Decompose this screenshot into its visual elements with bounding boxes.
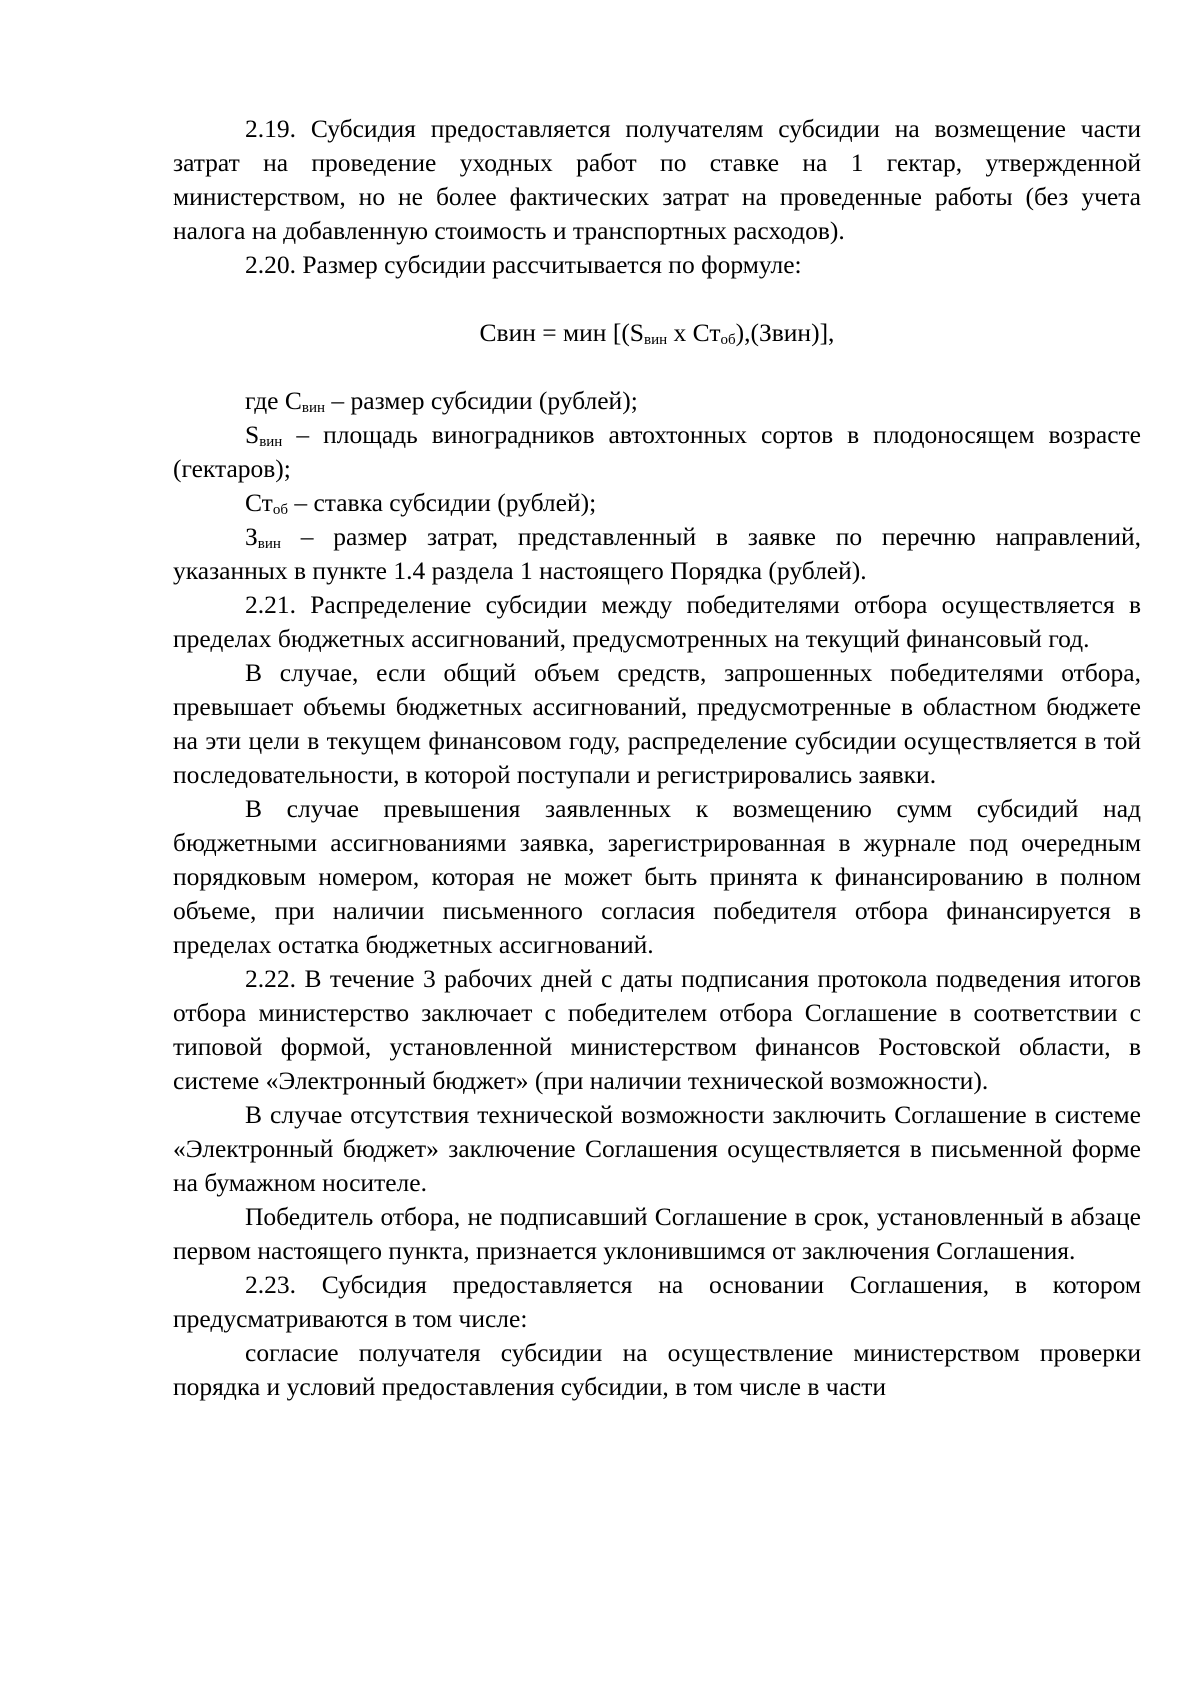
formula-part-b: х Ст <box>667 318 721 347</box>
paragraph-2-20: 2.20. Размер субсидии рассчитывается по формуле: <box>245 250 802 279</box>
document-body <box>173 112 1141 1404</box>
definition-subscript: об <box>272 502 288 518</box>
paragraph-2-21: 2.21. Распределение субсидии между победителями отбора осуществляется в пределах бюджетных ассигнований, предусмотренных на текущий финансовый год. <box>173 590 1141 653</box>
definition-z-vin <box>173 520 1141 588</box>
definition-symbol: где С <box>245 386 302 415</box>
paragraph-unsigned-winner: Победитель отбора, не подписавший Соглашение в срок, установленный в абзаце первом настоящего пункта, признается уклонившимся от заключения Соглашения. <box>173 1202 1141 1265</box>
definition-subscript: вин <box>301 400 326 416</box>
definition-s-vin <box>173 418 1141 486</box>
definition-symbol: З <box>245 522 258 551</box>
definition-text: – ставка субсидии (рублей); <box>287 488 597 517</box>
definition-c-vin <box>173 384 1141 418</box>
paragraph-no-technical-possibility: В случае отсутствия технической возможности заключить Соглашение в системе «Электронный бюджет» заключение Соглашения осуществляется в письменной форме на бумажном носителе. <box>173 1100 1141 1197</box>
paragraph-consent: согласие получателя субсидии на осуществление министерством проверки порядка и условий предоставления субсидии, в том числе в части <box>173 1338 1141 1401</box>
formula-sub-b: об <box>720 332 736 348</box>
formula-sub-a: вин <box>644 332 668 348</box>
formula-part-a: Свин = мин [(S <box>479 318 644 347</box>
paragraph-2-23: 2.23. Субсидия предоставляется на основании Соглашения, в котором предусматриваются в том числе: <box>173 1270 1141 1333</box>
definition-text: – площадь виноградников автохтонных сортов в плодоносящем возрасте (гектаров); <box>173 420 1141 483</box>
definition-subscript: вин <box>259 434 283 450</box>
definition-symbol: Ст <box>245 488 273 517</box>
subsidy-formula <box>173 316 1141 350</box>
paragraph-2-22: 2.22. В течение 3 рабочих дней с даты подписания протокола подведения итогов отбора министерство заключает с победителем отбора Соглашение в соответствии с типовой формой, установленной министерством финансов Ростовской области, в системе «Электронный бюджет» (при наличии технической возможности). <box>173 964 1141 1095</box>
definition-st-ob <box>173 486 1141 520</box>
definition-subscript: вин <box>257 536 281 552</box>
definition-text: – размер затрат, представленный в заявке по перечню направлений, указанных в пункте 1.4 раздела 1 настоящего Порядка (рублей). <box>173 522 1141 585</box>
definition-symbol: S <box>245 420 260 449</box>
paragraph-volume-exceeds: В случае, если общий объем средств, запрошенных победителями отбора, превышает объемы бюджетных ассигнований, предусмотренные в областном бюджете на эти цели в текущем финансовом году, распределение субсидии осуществляется в той последовательности, в которой поступали и регистрировались заявки. <box>173 658 1141 789</box>
definition-text: – размер субсидии (рублей); <box>325 386 638 415</box>
formula-part-c: ),(Звин)], <box>735 318 835 347</box>
paragraph-claims-exceed: В случае превышения заявленных к возмещению сумм субсидий над бюджетными ассигнованиями заявка, зарегистрированная в журнале под очередным порядковым номером, которая не может быть принята к финансированию в полном объеме, при наличии письменного согласия победителя отбора финансируется в пределах остатка бюджетных ассигнований. <box>173 794 1141 959</box>
paragraph-2-19: 2.19. Субсидия предоставляется получателям субсидии на возмещение части затрат на проведение уходных работ по ставке на 1 гектар, утвержденной министерством, но не более фактических затрат на проведенные работы (без учета налога на добавленную стоимость и транспортных расходов). <box>173 114 1141 245</box>
